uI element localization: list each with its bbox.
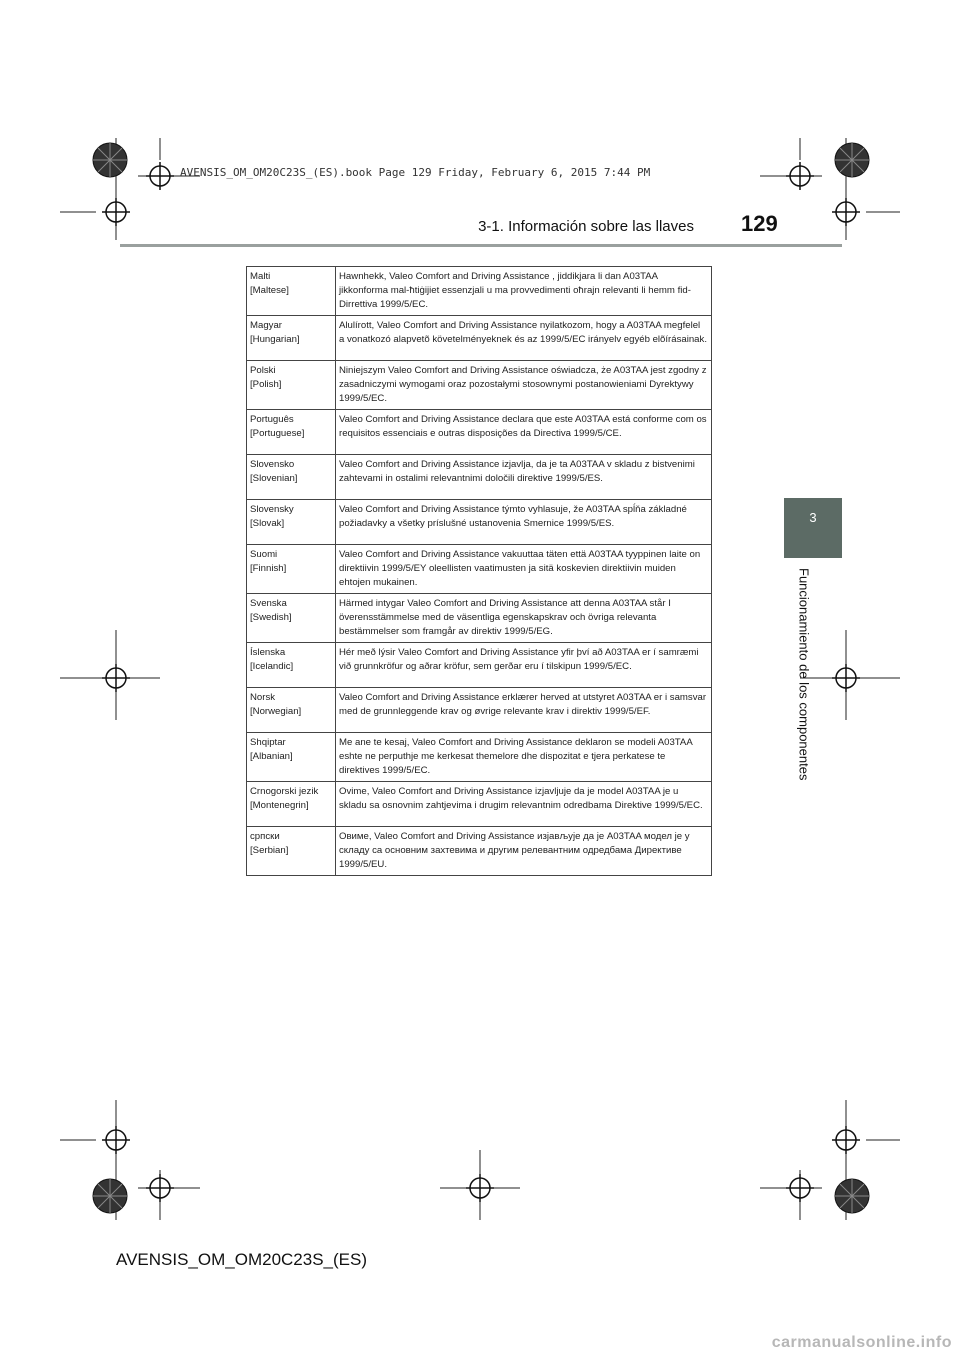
table-row — [247, 782, 712, 827]
chapter-label-container — [782, 568, 826, 788]
language-cell — [247, 827, 336, 876]
language-cell — [247, 455, 336, 500]
table-row — [247, 455, 712, 500]
table-row — [247, 316, 712, 361]
language-english: [Polish] — [250, 379, 282, 390]
language-english: [Albanian] — [250, 751, 293, 762]
declaration-table — [246, 266, 712, 876]
table-row — [247, 410, 712, 455]
language-cell — [247, 594, 336, 643]
declaration-text: Valeo Comfort and Driving Assistance vakuuttaa täten että A03TAA tyyppinen laite on direktiivin 1999/5/EY oleellisten vaatimusten ja sitä koskevien direktiivin muiden ehtojen mukainen. — [336, 545, 712, 594]
declaration-text: Ovime, Valeo Comfort and Driving Assistance izjavljuje da je model A03TAA je u skladu sa osnovnim zahtjevima i drugim relevantnim odredbama Direktive 1999/5/EC. — [336, 782, 712, 827]
header-rule — [120, 244, 842, 247]
declaration-text: Me ane te kesaj, Valeo Comfort and Driving Assistance deklaron se modeli A03TAA eshte ne perputhje me kerkesat themelore dhe dispozitat e tjera perkatese te direktives 1999/5/EC. — [336, 733, 712, 782]
language-cell — [247, 267, 336, 316]
language-english: [Slovenian] — [250, 473, 298, 484]
table-row — [247, 733, 712, 782]
chapter-tab — [784, 498, 842, 558]
language-native: Suomi — [250, 549, 278, 560]
declaration-text: Valeo Comfort and Driving Assistance týmto vyhlasuje, že A03TAA spĺňa základné požiadavky a všetky príslušné ustanovenia Smernice 1999/5/ES. — [336, 500, 712, 545]
language-english: [Slovak] — [250, 518, 285, 529]
language-cell — [247, 410, 336, 455]
declaration-text: Овиме, Valeo Comfort and Driving Assistance изјављује да је A03TAA модел је у складу са основним захтевима и другим релевантним одредбама Директиве 1999/5/EU. — [336, 827, 712, 876]
declaration-text: Alulírott, Valeo Comfort and Driving Assistance nyilatkozom, hogy a A03TAA megfelel a vonatkozó alapvetõ követelményeknek és az 1999/5/EC irányelv egyéb elõírásainak. — [336, 316, 712, 361]
language-native: Crnogorski jezik — [250, 786, 319, 797]
language-cell — [247, 545, 336, 594]
language-native: Português — [250, 414, 294, 425]
book-info-header: AVENSIS_OM_OM20C23S_(ES).book Page 129 Friday, February 6, 2015 7:44 PM — [180, 166, 651, 179]
chapter-number: 3 — [809, 510, 817, 525]
footer-doc-id: AVENSIS_OM_OM20C23S_(ES) — [116, 1250, 367, 1269]
table-row — [247, 688, 712, 733]
declaration-text: Niniejszym Valeo Comfort and Driving Assistance oświadcza, że A03TAA jest zgodny z zasadniczymi wymogami oraz pozostałymi stosownymi postanowieniami Dyrektywy 1999/5/EC. — [336, 361, 712, 410]
language-native: Magyar — [250, 320, 282, 331]
language-english: [Hungarian] — [250, 334, 300, 345]
declaration-text: Härmed intygar Valeo Comfort and Driving Assistance att denna A03TAA står I överensstämmelse med de väsentliga egenskapskrav och övriga relevanta bestämmelser som framgår av direktiv 1999/5/EG. — [336, 594, 712, 643]
declaration-text: Valeo Comfort and Driving Assistance erklærer herved at utstyret A03TAA er i samsvar med de grunnleggende krav og øvrige relevante krav i direktiv 1999/5/EF. — [336, 688, 712, 733]
language-cell — [247, 361, 336, 410]
language-english: [Maltese] — [250, 285, 289, 296]
language-english: [Montenegrin] — [250, 800, 309, 811]
language-cell — [247, 688, 336, 733]
declaration-text: Hér með lýsir Valeo Comfort and Driving Assistance yfir því að A03TAA er í samræmi við grunnkröfur og aðrar kröfur, sem gerðar eru í tilskipun 1999/5/EC. — [336, 643, 712, 688]
watermark: carmanualsonline.info — [771, 1334, 952, 1351]
language-native: Malti — [250, 271, 271, 282]
language-cell — [247, 316, 336, 361]
page-number: 129 — [741, 211, 778, 236]
language-native: Norsk — [250, 692, 276, 703]
language-cell — [247, 500, 336, 545]
declaration-text: Valeo Comfort and Driving Assistance izjavlja, da je ta A03TAA v skladu z bistvenimi zahtevami in ostalimi relevantnimi določili direktive 1999/5/ES. — [336, 455, 712, 500]
section-title: 3-1. Información sobre las llaves — [478, 218, 694, 235]
language-native: Shqiptar — [250, 737, 286, 748]
language-english: [Swedish] — [250, 612, 292, 623]
language-native: Polski — [250, 365, 276, 376]
language-english: [Finnish] — [250, 563, 287, 574]
language-english: [Icelandic] — [250, 661, 294, 672]
language-native: Svenska — [250, 598, 287, 609]
language-native: Íslenska — [250, 647, 286, 658]
table-row — [247, 594, 712, 643]
language-native: Slovensky — [250, 504, 294, 515]
declaration-text: Valeo Comfort and Driving Assistance declara que este A03TAA está conforme com os requisitos essenciais e outras disposições da Directiva 1999/5/CE. — [336, 410, 712, 455]
table-row — [247, 643, 712, 688]
language-native: Slovensko — [250, 459, 295, 470]
language-cell — [247, 782, 336, 827]
table-row — [247, 267, 712, 316]
table-row — [247, 361, 712, 410]
language-english: [Serbian] — [250, 845, 289, 856]
table-row — [247, 545, 712, 594]
language-native: српски — [250, 831, 280, 842]
table-row — [247, 500, 712, 545]
language-english: [Portuguese] — [250, 428, 305, 439]
table-row — [247, 827, 712, 876]
language-cell — [247, 643, 336, 688]
declaration-text: Hawnhekk, Valeo Comfort and Driving Assistance , jiddikjara li dan A03TAA jikkonforma mal-ħtiġijiet essenzjali u ma provvedimenti oħrajn relevanti li hemm fid-Dirrettiva 1999/5/EC. — [336, 267, 712, 316]
language-english: [Norwegian] — [250, 706, 302, 717]
language-cell — [247, 733, 336, 782]
chapter-label: Funcionamiento de los componentes — [796, 568, 812, 781]
